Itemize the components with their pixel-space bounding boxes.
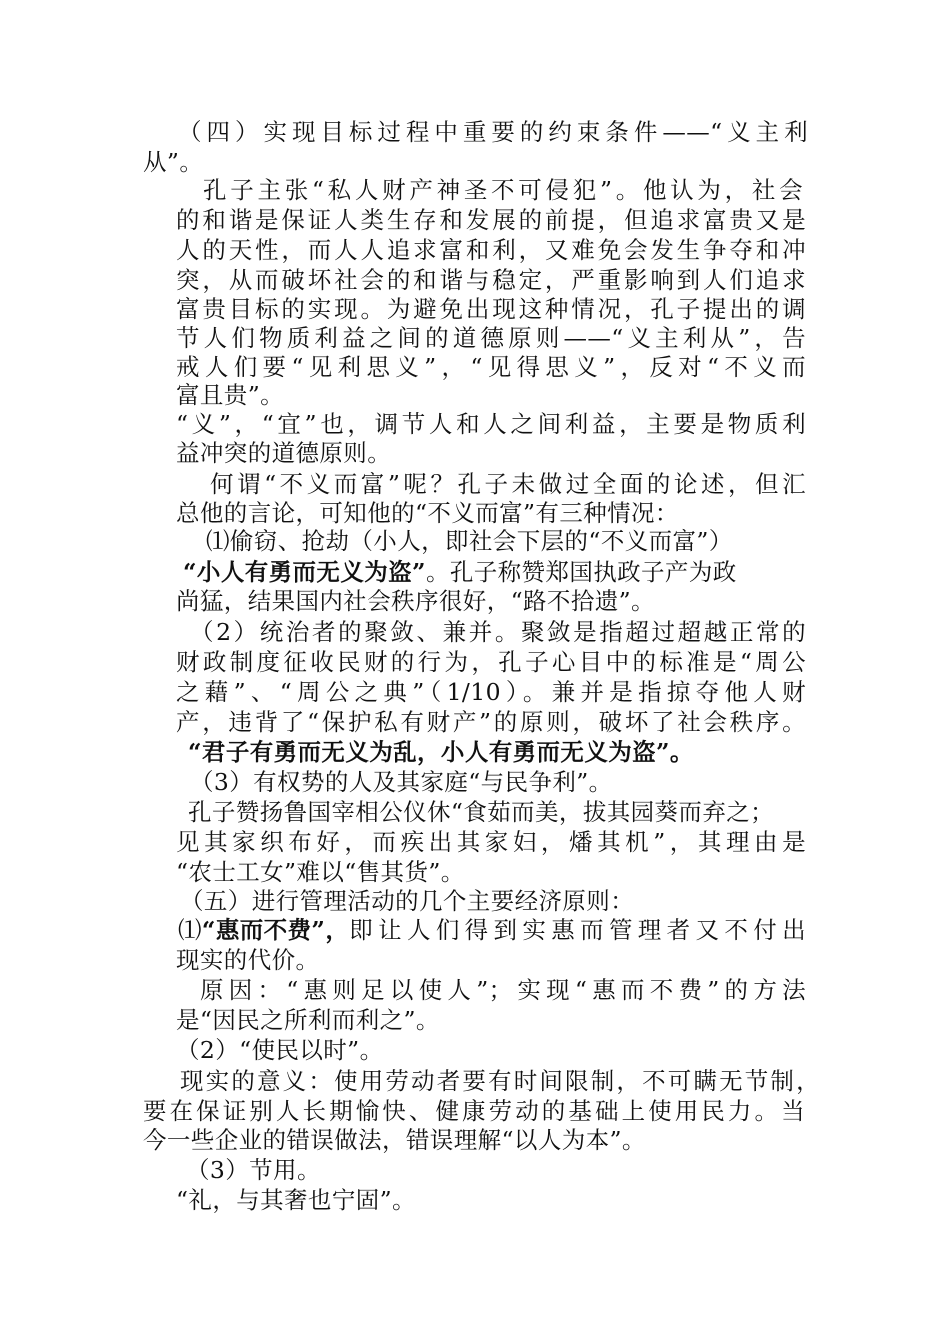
text-line: 是“因民之所利而利之”。 [176,1006,440,1034]
text-line: “礼，与其奢也宁固”。 [176,1186,416,1214]
text-line [183,557,737,587]
text-span: 即让人们得到实惠而管理者又不付出 [349,916,806,944]
text-line [178,915,806,945]
text-line: 产，违背了“保护私有财产”的原则，破坏了社会秩序。 [176,708,806,736]
text-line: 现实的意义：使用劳动者要有时间限制，不可瞒无节制， [180,1067,820,1095]
text-line: 节人们物质利益之间的道德原则——“义主利从”，告 [176,324,806,352]
text-line: “农士工女”难以“售其货”。 [176,858,465,886]
text-line: 之藉”、“周公之典”（1/10）。兼并是指掠夺他人财 [176,678,806,706]
text-line: 富贵目标的实现。为避免出现这种情况，孔子提出的调 [176,295,806,323]
text-line: 总他的言论，可知他的“不义而富”有三种情况： [176,499,679,527]
text-line: 现实的代价。 [176,946,320,974]
text-span: 。孔子称赞郑国执政子产为政 [425,558,737,586]
list-marker: ⑴ [178,916,202,944]
bold-quote: “君子有勇而无义为乱，小人有勇而无义为盗”。 [188,738,694,766]
text-line: 人的天性，而人人追求富和利，又难免会发生争夺和冲 [176,236,806,264]
text-line: “义”，“宜”也，调节人和人之间利益，主要是物质利 [176,410,806,438]
text-line: 的和谐是保证人类生存和发展的前提，但追求富贵又是 [176,206,806,234]
text-line: 孔子赞扬鲁国宰相公仪休“食茹而美，拔其园葵而弃之； [188,798,775,826]
section-heading-5: （五）进行管理活动的几个主要经济原则： [180,887,635,915]
text-line: 益冲突的道德原则。 [176,439,392,467]
list-item-2: （2）统治者的聚敛、兼并。聚敛是指超过超越正常的 [190,618,806,646]
text-line: 要在保证别人长期愉快、健康劳动的基础上使用民力。当 [143,1097,805,1125]
text-line: 从”。 [143,148,204,176]
text-line: 今一些企业的错误做法，错误理解“以人为本”。 [143,1126,646,1154]
text-line: 财政制度征收民财的行为，孔子心目中的标准是“周公 [176,648,806,676]
text-line: 何谓“不义而富”呢？孔子未做过全面的论述，但汇 [210,470,806,498]
list-item-3: （3）有权势的人及其家庭“与民争利”。 [190,768,613,796]
list-item-1: ⑴偷窃、抢劫（小人，即社会下层的“不义而富”） [206,527,733,555]
list-item-2: （2）“使民以时”。 [176,1036,384,1064]
list-item-3: （3）节用。 [186,1156,321,1184]
text-line: 富且贵”。 [176,381,285,409]
text-line: 孔子主张“私人财产神圣不可侵犯”。他认为，社会 [203,176,803,204]
bold-quote: “小人有勇而无义为盗” [183,558,426,586]
text-line: 戒人们要“见利思义”，“见得思义”，反对“不义而 [176,353,806,381]
bold-quote: “惠而不费”， [201,916,350,944]
text-line: 尚猛，结果国内社会秩序很好，“路不拾遗”。 [176,587,655,615]
text-line: 原因：“惠则足以使人”；实现“惠而不费”的方法 [200,976,806,1004]
section-heading-4: （四）实现目标过程中重要的约束条件——“义主利 [178,118,808,146]
text-line: 见其家织布好，而疾出其家妇，燔其机”，其理由是 [176,828,806,856]
text-line: 突，从而破坏社会的和谐与稳定，严重影响到人们追求 [176,266,806,294]
